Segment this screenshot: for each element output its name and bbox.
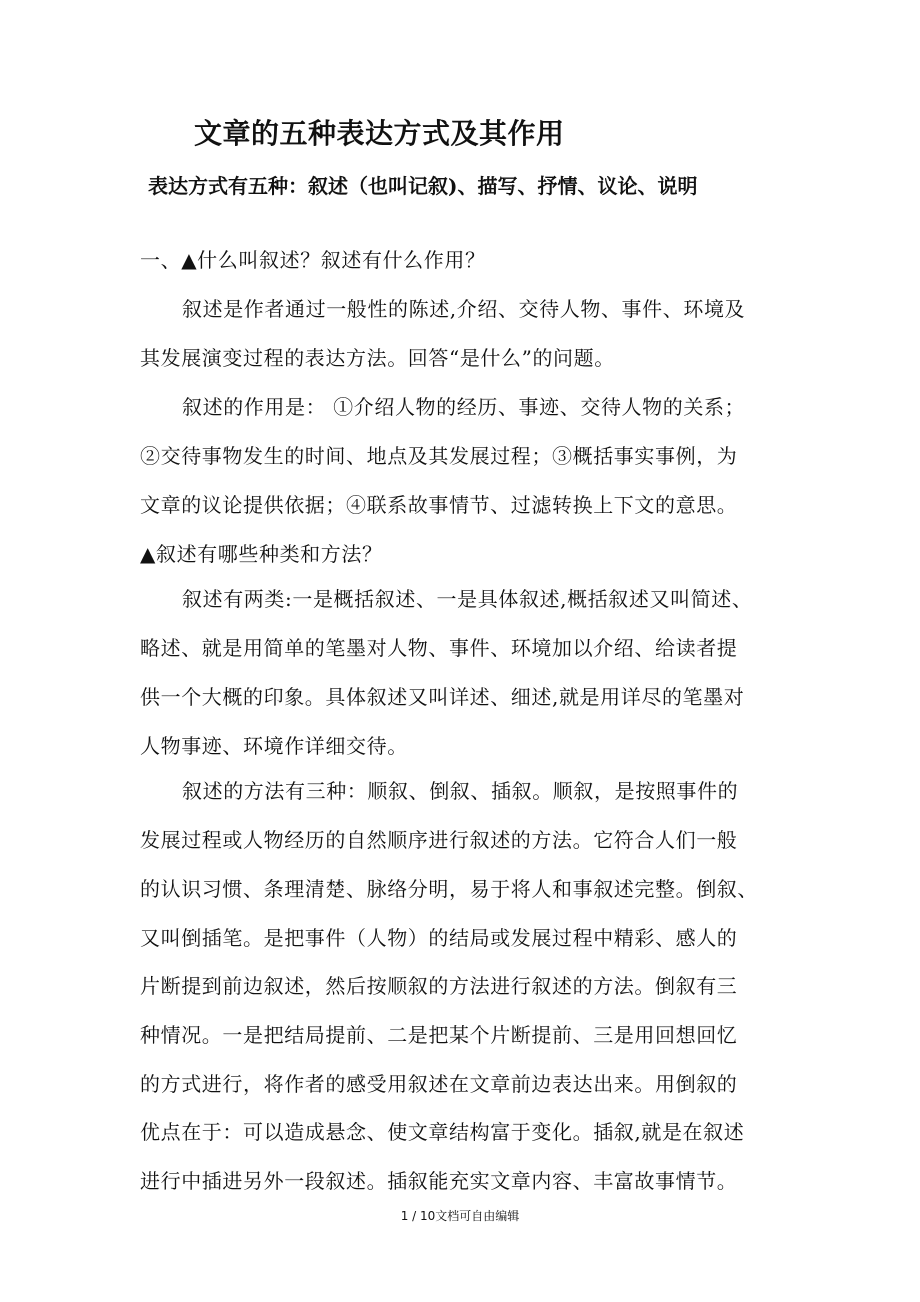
paragraph-line: 叙述有两类:一是概括叙述、一是具体叙述,概括叙述又叫简述、 [182,587,753,611]
paragraph-line: 优点在于：可以造成悬念、使文章结构富于变化。插叙,就是在叙述 [140,1120,745,1144]
paragraph-line: 片断提到前边叙述，然后按顺叙的方法进行叙述的方法。倒叙有三 [140,974,738,998]
paragraph-line: 人物事迹、环境作详细交待。 [140,734,408,758]
paragraph-line: 略述、就是用简单的笔墨对人物、事件、环境加以介绍、给读者提 [140,636,738,660]
paragraph-line: 的认识习惯、条理清楚、脉络分明，易于将人和事叙述完整。倒叙、 [140,877,758,901]
document-title: 文章的五种表达方式及其作用 [194,117,565,150]
paragraph-line: 供一个大概的印象。具体叙述又叫详述、细述,就是用详尽的笔墨对 [140,685,745,709]
paragraph-line: 的方式进行，将作者的感受用叙述在文章前边表达出来。用倒叙的 [140,1072,738,1096]
paragraph-line: 叙述的方法有三种：顺叙、倒叙、插叙。顺叙，是按照事件的 [182,779,739,803]
paragraph-line: ②交待事物发生的时间、地点及其发展过程；③概括事实事例，为 [140,444,738,468]
paragraph-line: 其发展演变过程的表达方法。回答“是什么”的问题。 [140,346,615,370]
paragraph-line: 发展过程或人物经历的自然顺序进行叙述的方法。它符合人们一般 [140,828,738,852]
page-footer: 1 / 10文档可自由编辑 [400,1209,520,1223]
paragraph-line: 叙述的作用是： ①介绍人物的经历、事迹、交待人物的关系； [182,395,746,419]
paragraph-line: 种情况。一是把结局提前、二是把某个片断提前、三是用回想回忆 [140,1023,738,1047]
subsection-heading: ▲叙述有哪些种类和方法？ [140,542,383,566]
paragraph-line: 叙述是作者通过一般性的陈述,介绍、交待人物、事件、环境及 [182,297,746,321]
document-subtitle: 表达方式有五种：叙述（也叫记叙)、描写、抒情、议论、说明 [148,174,698,198]
paragraph-line: 又叫倒插笔。是把事件（人物）的结局或发展过程中精彩、感人的 [140,926,738,950]
section-heading: 一、▲什么叫叙述？叙述有什么作用？ [140,248,486,272]
paragraph-line: 文章的议论提供依据；④联系故事情节、过滤转换上下文的意思。 [140,493,738,517]
paragraph-line: 进行中插进另外一段叙述。插叙能充实文章内容、丰富故事情节。 [140,1169,738,1193]
